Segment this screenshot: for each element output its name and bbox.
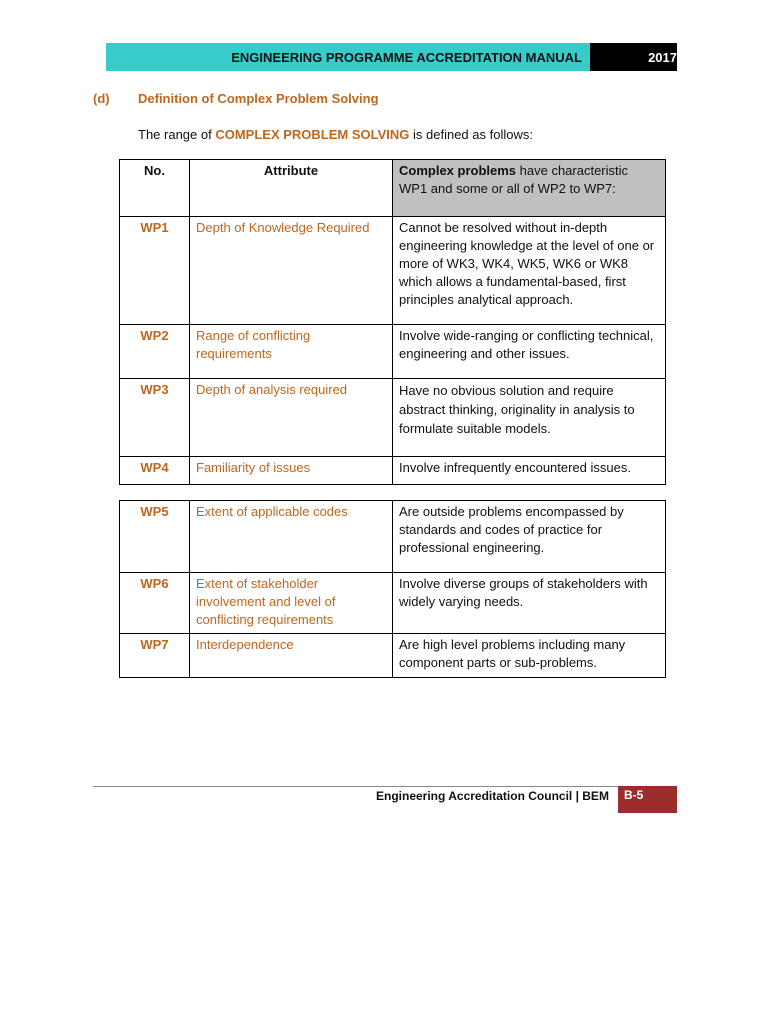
row-code: WP1 bbox=[120, 217, 190, 325]
intro-after: is defined as follows: bbox=[409, 127, 533, 142]
column-header-description bbox=[393, 160, 666, 217]
table-row-wp1 bbox=[120, 217, 666, 325]
row-description: Cannot be resolved without in-depth engineering knowledge at the level of one or more of WK3, WK4, WK5, WK6 or WK8 which allows a fundamental-based, first principles analytical approach. bbox=[393, 217, 666, 325]
table-row-wp4 bbox=[120, 457, 666, 485]
section-title: Definition of Complex Problem Solving bbox=[138, 91, 379, 106]
intro-before: The range of bbox=[138, 127, 216, 142]
table-row-wp7 bbox=[120, 634, 666, 678]
manual-year: 2017 bbox=[590, 43, 677, 71]
page-header bbox=[106, 43, 677, 71]
complex-problem-table-part2 bbox=[119, 500, 666, 678]
row-description: Involve wide-ranging or conflicting technical, engineering and other issues. bbox=[393, 325, 666, 379]
table-row-wp6 bbox=[120, 573, 666, 634]
table-row-wp5 bbox=[120, 501, 666, 573]
intro-highlight: COMPLEX PROBLEM SOLVING bbox=[215, 127, 410, 142]
manual-title: ENGINEERING PROGRAMME ACCREDITATION MANUAL bbox=[106, 43, 590, 71]
column-header-description-bold: Complex problems bbox=[399, 163, 517, 178]
row-code: WP6 bbox=[120, 573, 190, 634]
table-row-wp2 bbox=[120, 325, 666, 379]
row-attribute: Depth of Knowledge Required bbox=[190, 217, 393, 325]
table-row-wp3 bbox=[120, 379, 666, 457]
complex-problem-table-part1 bbox=[119, 159, 666, 485]
section-marker: (d) bbox=[93, 91, 110, 106]
table-header-row bbox=[120, 160, 666, 217]
row-attribute: Depth of analysis required bbox=[190, 379, 393, 457]
row-code: WP3 bbox=[120, 379, 190, 457]
row-description: Involve diverse groups of stakeholders with widely varying needs. bbox=[393, 573, 666, 634]
column-header-description-rest: have characteristic WP1 and some or all of WP2 to WP7: bbox=[399, 163, 629, 196]
column-header-no: No. bbox=[120, 160, 190, 217]
section-heading bbox=[93, 91, 379, 106]
row-code: WP4 bbox=[120, 457, 190, 485]
column-header-attribute: Attribute bbox=[190, 160, 393, 217]
row-code: WP7 bbox=[120, 634, 190, 678]
row-attribute: Extent of applicable codes bbox=[190, 501, 393, 573]
row-attribute: Interdependence bbox=[190, 634, 393, 678]
row-description: Are outside problems encompassed by standards and codes of practice for professional engineering. bbox=[393, 501, 666, 573]
footer-page-number: B-5 bbox=[618, 786, 677, 813]
row-attribute: Familiarity of issues bbox=[190, 457, 393, 485]
row-description: Are high level problems including many component parts or sub-problems. bbox=[393, 634, 666, 678]
row-attribute: Range of conflicting requirements bbox=[190, 325, 393, 379]
intro-text bbox=[138, 127, 533, 142]
row-description: Involve infrequently encountered issues. bbox=[393, 457, 666, 485]
row-attribute: Extent of stakeholder involvement and level of conflicting requirements bbox=[190, 573, 393, 634]
footer-divider bbox=[93, 786, 618, 787]
row-description: Have no obvious solution and require abstract thinking, originality in analysis to formulate suitable models. bbox=[393, 379, 666, 457]
row-code: WP2 bbox=[120, 325, 190, 379]
row-code: WP5 bbox=[120, 501, 190, 573]
footer-council: Engineering Accreditation Council | BEM bbox=[376, 789, 609, 803]
